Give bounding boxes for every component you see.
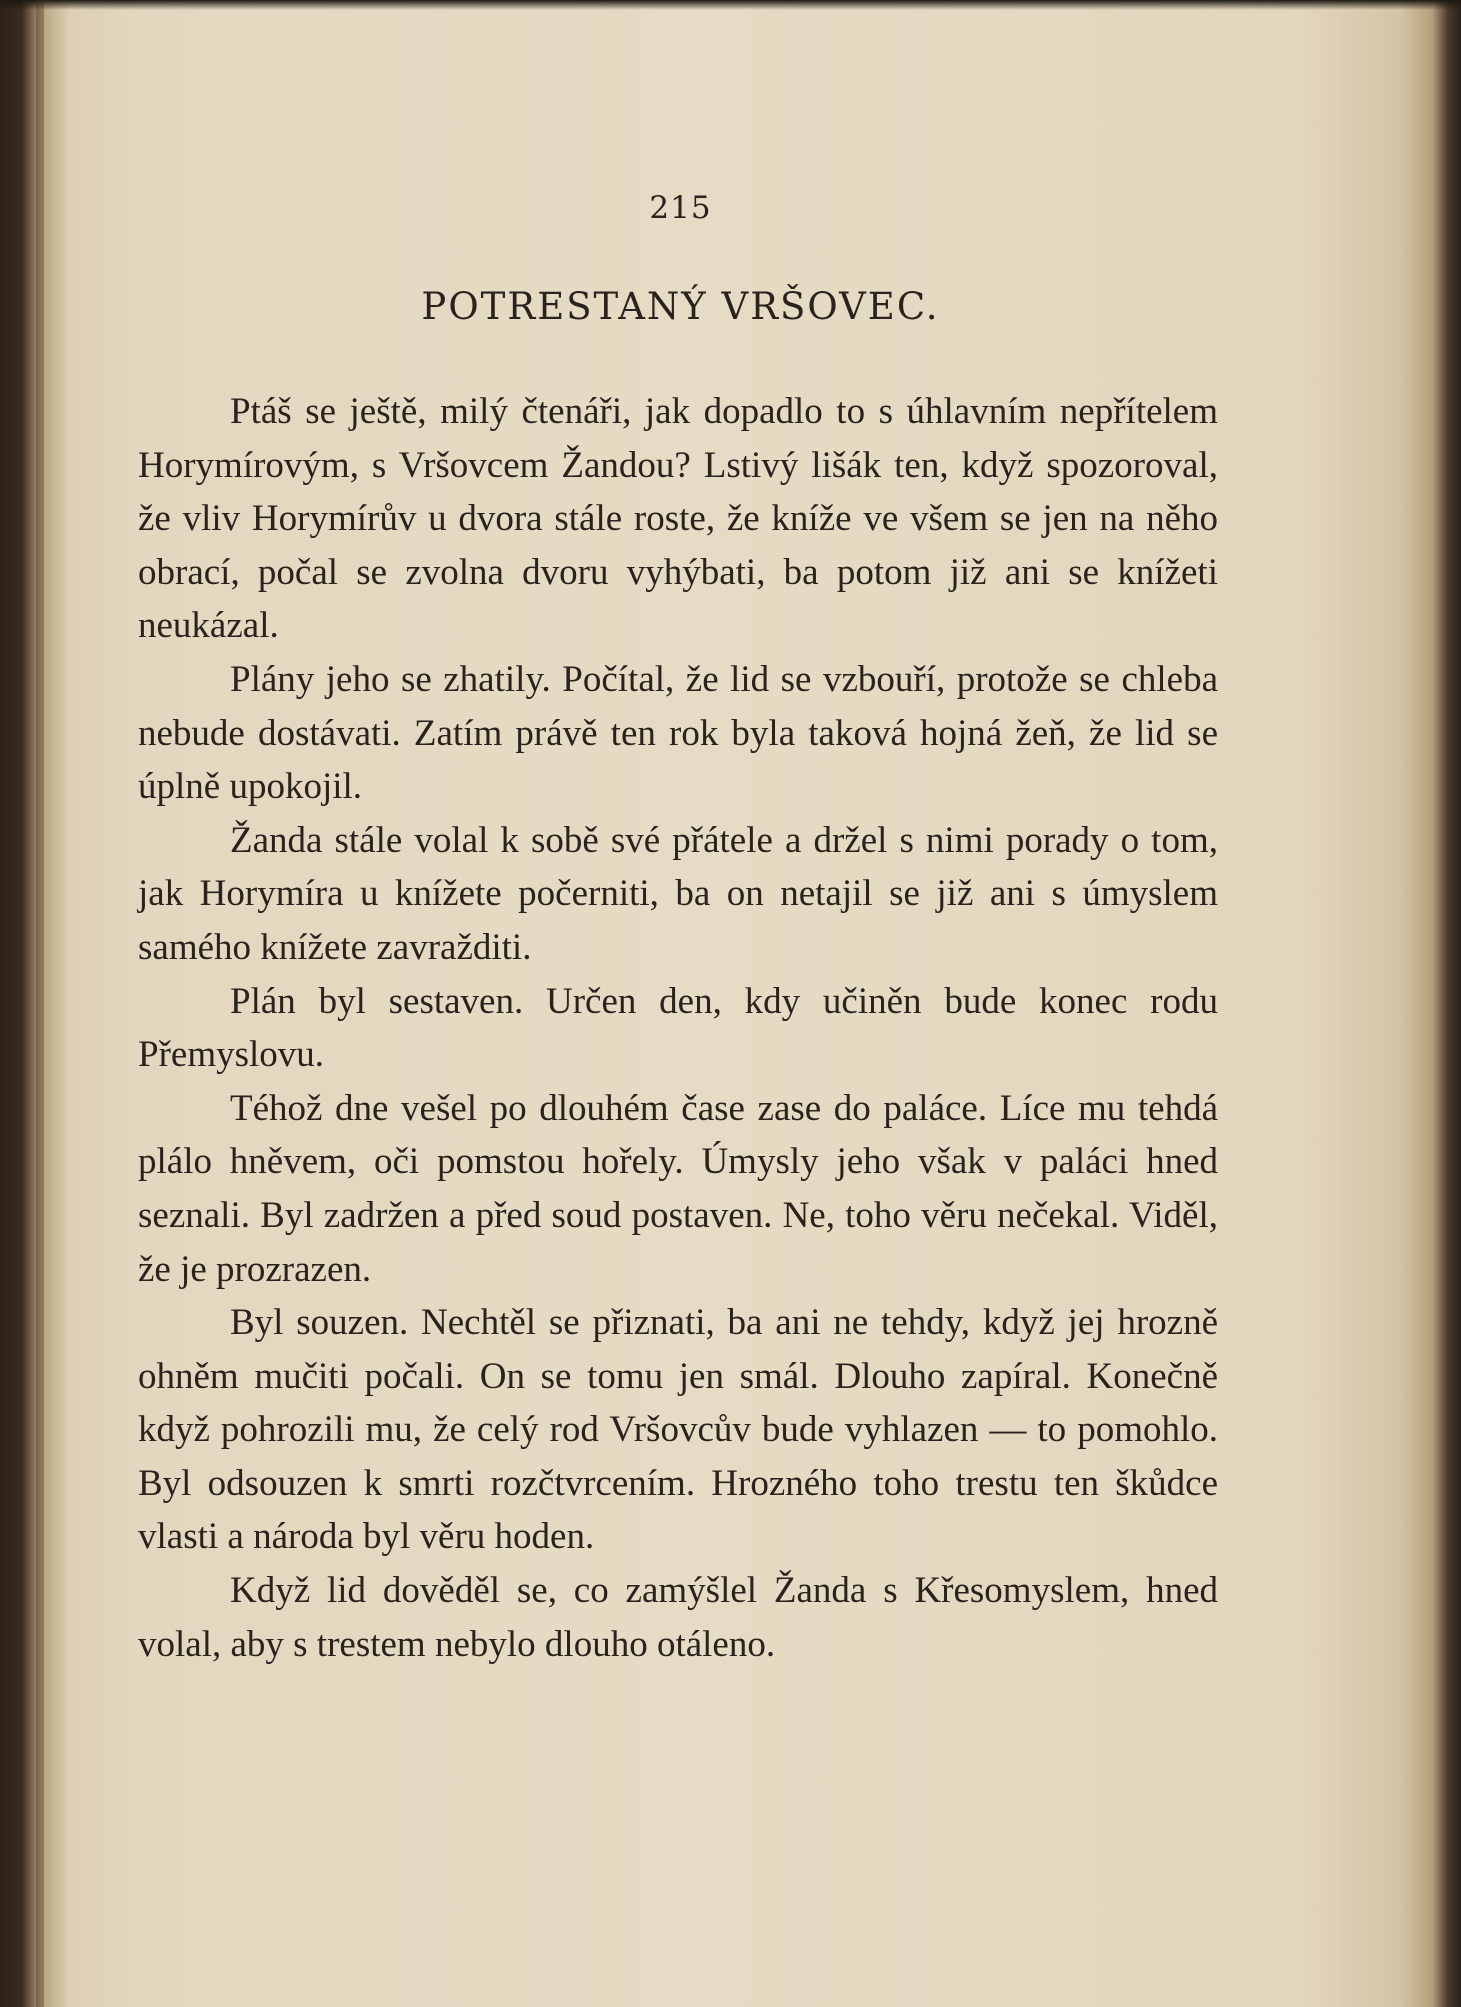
- paragraph: Plán byl sestaven. Určen den, kdy učiněn bude konec rodu Přemyslovu.: [138, 980, 1218, 1076]
- paragraph: Plány jeho se zhatily. Počítal, že lid se vzbouří, protože se chleba nebude dostávati. Zatím právě ten rok byla taková hojná žeň, že lid se úplně upokojil.: [138, 658, 1218, 808]
- paragraph: Téhož dne vešel po dlouhém čase zase do paláce. Líce mu tehdá plálo hněvem, oči pomstou hořely. Úmysly jeho však v paláci hned seznali. Byl zadržen a před soud postaven. Ne, toho věru nečekal. Viděl, že je prozrazen.: [138, 1087, 1218, 1290]
- page-number: 215: [649, 190, 712, 226]
- body-text: [138, 385, 1218, 1671]
- chapter-title: POTRESTANÝ VRŠOVEC.: [421, 285, 940, 328]
- paragraph: Ptáš se ještě, milý čtenáři, jak dopadlo to s úhlavním nepřítelem Horymírovým, s Vršovcem Žandou? Lstivý lišák ten, když spozoroval, že vliv Horymírův u dvora stále roste, že kníže ve všem se jen na něho obrací, počal se zvolna dvoru vyhýbati, ba potom již ani se knížeti neukázal.: [138, 391, 1218, 647]
- paragraph: Žanda stále volal k sobě své přátele a držel s nimi porady o tom, jak Horymíra u knížete počerniti, ba on netajil se již ani s úmyslem samého knížete zavražditi.: [138, 819, 1218, 968]
- paragraph: Byl souzen. Nechtěl se přiznati, ba ani ne tehdy, když jej hrozně ohněm mučiti počali. On se tomu jen smál. Dlouho zapíral. Konečně když pohrozili mu, že celý rod Vršovcův bude vyhlazen — to pomohlo. Byl odsouzen k smrti rozčtvrcením. Hrozného toho trestu ten škůdce vlasti a národa byl věru hoden.: [138, 1302, 1218, 1558]
- paragraph: Když lid dověděl se, co zamýšlel Žanda s Křesomyslem, hned volal, aby s trestem nebylo dlouho otáleno.: [138, 1570, 1218, 1665]
